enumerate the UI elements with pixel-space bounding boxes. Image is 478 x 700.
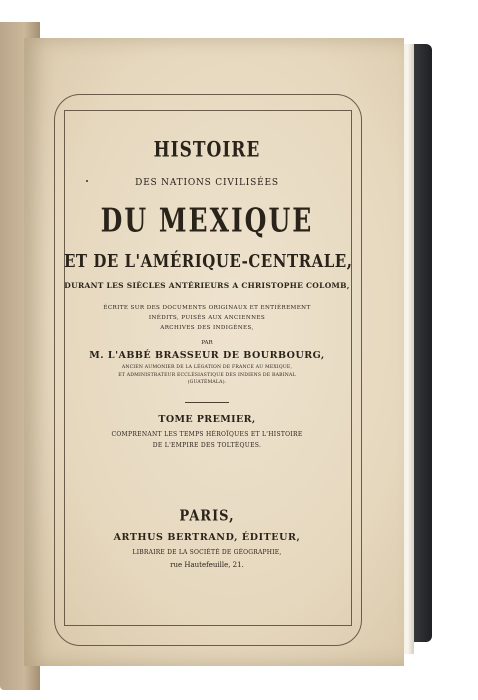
volume-desc-line: DE L'EMPIRE DES TOLTÈQUES. [152, 441, 262, 449]
imprint-address: rue Hautefeuille, 21. [170, 560, 244, 569]
title-mexique: DU MEXIQUE [100, 201, 314, 240]
volume-description [64, 429, 350, 451]
author-title-line: ANCIEN AUMONIER DE LA LÉGATION DE FRANCE AU MEXIQUE, [121, 365, 293, 370]
title-histoire: HISTOIRE [153, 137, 261, 163]
subtitle: DURANT LES SIÈCLES ANTÉRIEURS A CHRISTOPHE COLOMB, [64, 281, 350, 290]
imprint-city: PARIS, [179, 507, 235, 525]
imprint-publisher: ARTHUS BERTRAND, ÉDITEUR, [113, 531, 301, 543]
title-amerique: ET DE L'AMÉRIQUE-CENTRALE, [64, 250, 353, 272]
title-page-text [64, 137, 353, 569]
volume-label: TOME PREMIER, [158, 413, 256, 425]
author-title-line: (GUATÉMALA). [187, 380, 227, 385]
sources-line: INÉDITS, PUISÉS AUX ANCIENNES [148, 315, 266, 321]
title-nations: DES NATIONS CIVILISÉES [135, 178, 279, 188]
divider-rule [185, 402, 229, 403]
sources-line: ÉCRITE SUR DES DOCUMENTS ORIGINAUX ET ENTIÈREMENT [103, 305, 311, 311]
author-titles [64, 364, 350, 387]
author-title-line: ET ADMINISTRATEUR ECCLÉSIASTIQUE DES INDIENS DE RABINAL [118, 372, 296, 378]
sources-line: ARCHIVES DES INDIGÈNES, [160, 325, 254, 331]
volume-desc-line: COMPRENANT LES TEMPS HÉROÏQUES ET L'HISTOIRE [111, 430, 303, 438]
by-line-par: PAR [201, 340, 213, 346]
title-page [24, 38, 404, 666]
imprint-bookseller: LIBRAIRE DE LA SOCIÉTÉ DE GÉOGRAPHIE, [132, 548, 282, 556]
author-name: M. L'ABBÉ BRASSEUR DE BOURBOURG, [89, 350, 325, 361]
sources-note [64, 303, 350, 333]
